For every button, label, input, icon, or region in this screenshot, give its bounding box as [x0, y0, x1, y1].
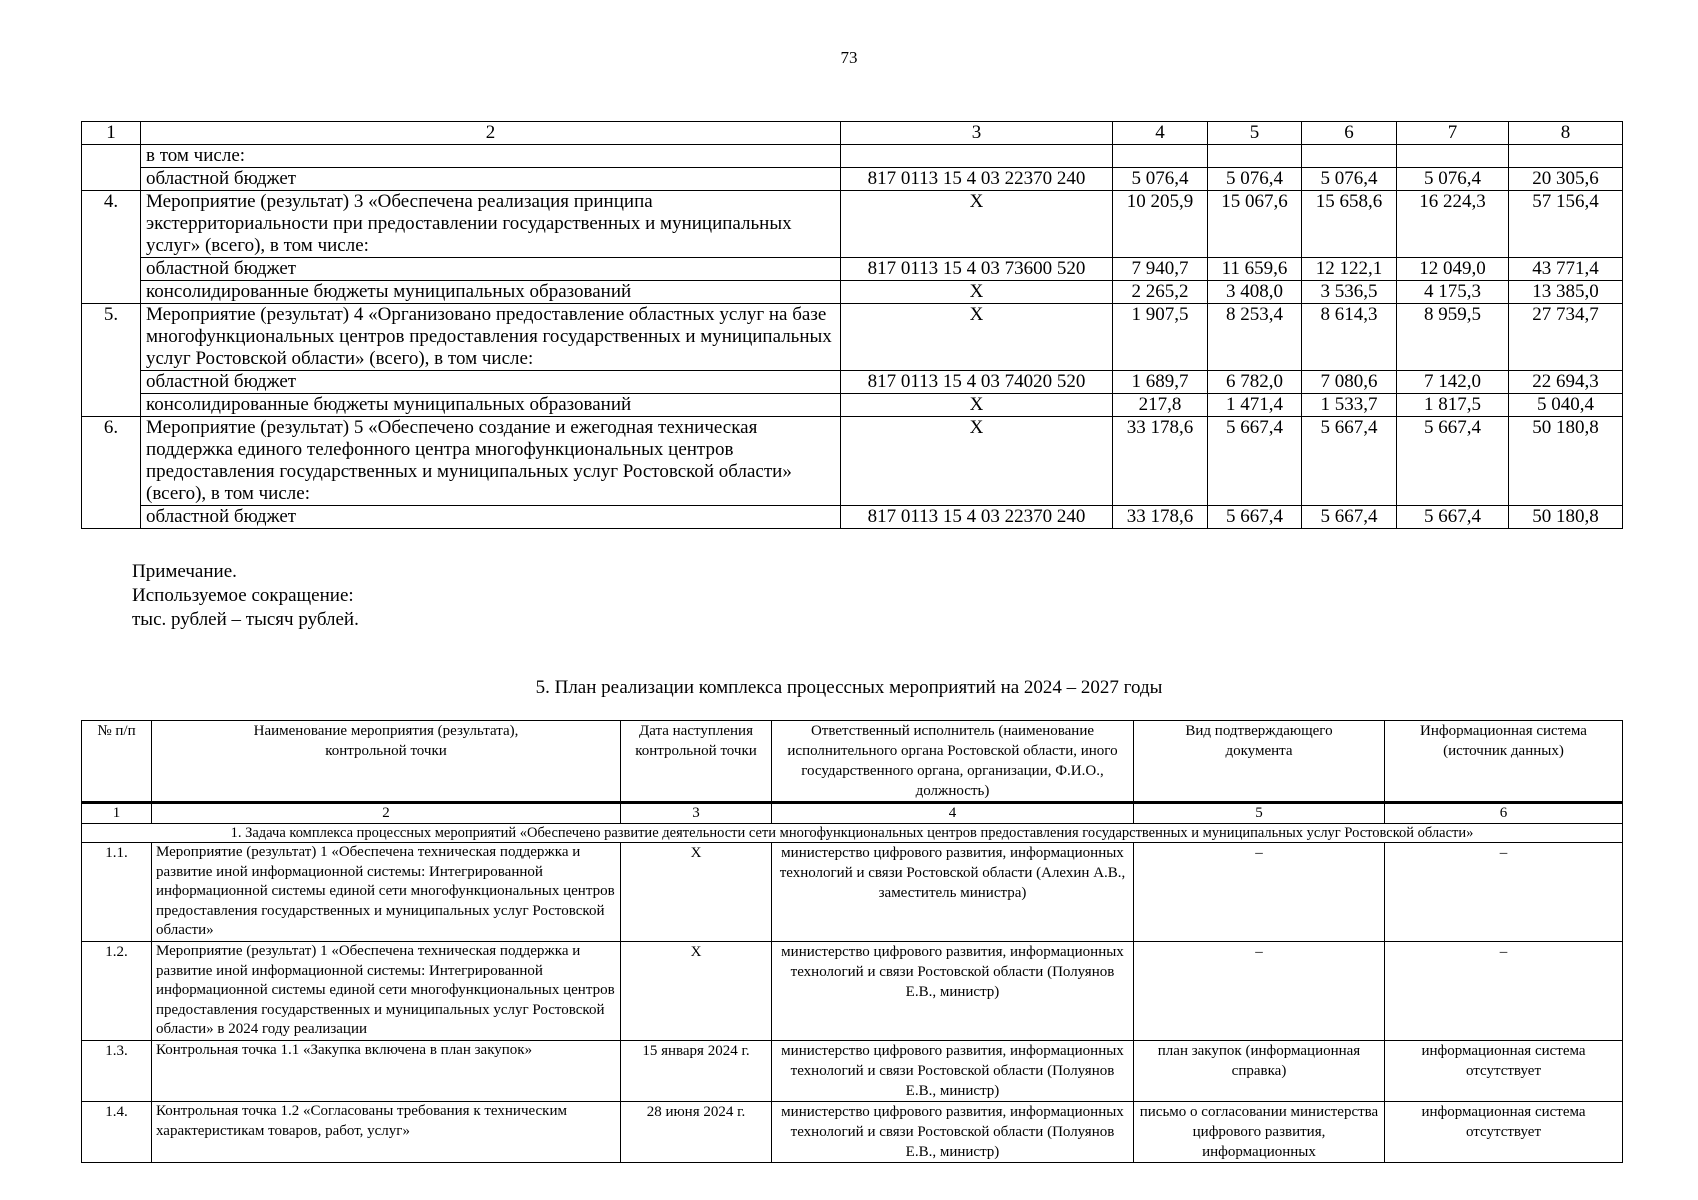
budget-column-numbers — [82, 122, 1623, 145]
table-row — [82, 371, 1623, 394]
row-number: 1.4. — [82, 1102, 152, 1163]
column-number: 8 — [1509, 122, 1623, 145]
note-title: Примечание. — [132, 561, 237, 582]
table-row — [82, 168, 1623, 191]
row-number — [82, 145, 141, 191]
row-system: – — [1385, 942, 1623, 1041]
row-name: областной бюджет — [141, 258, 841, 281]
budget-code: Х — [841, 281, 1113, 304]
table-row — [82, 843, 1623, 942]
value-col5: 11 659,6 — [1208, 258, 1302, 281]
row-number: 1.1. — [82, 843, 152, 942]
value-col8: 13 385,0 — [1509, 281, 1623, 304]
table-row — [82, 394, 1623, 417]
budget-code: 817 0113 15 4 03 73600 520 — [841, 258, 1113, 281]
row-number: 4. — [82, 191, 141, 304]
column-number: 6 — [1385, 803, 1623, 824]
row-date: 15 января 2024 г. — [621, 1041, 772, 1102]
budget-code: 817 0113 15 4 03 22370 240 — [841, 506, 1113, 529]
value-col7: 5 667,4 — [1397, 417, 1509, 506]
value-col4: 10 205,9 — [1113, 191, 1208, 258]
value-col5: 6 782,0 — [1208, 371, 1302, 394]
value-col4: 217,8 — [1113, 394, 1208, 417]
value-col7: 7 142,0 — [1397, 371, 1509, 394]
value-col5: 8 253,4 — [1208, 304, 1302, 371]
value-col8: 57 156,4 — [1509, 191, 1623, 258]
column-number: 7 — [1397, 122, 1509, 145]
value-col4: 1 689,7 — [1113, 371, 1208, 394]
row-number: 1.3. — [82, 1041, 152, 1102]
task-title: 1. Задача комплекса процессных мероприятий «Обеспечено развитие деятельности сети многофункциональных центров предоставления государственных и муниципальных услуг Ростовской области» — [82, 824, 1623, 843]
row-date: Х — [621, 942, 772, 1041]
budget-code — [841, 145, 1113, 168]
row-executor: министерство цифрового развития, информационных технологий и связи Ростовской области (Полуянов Е.В., министр) — [772, 1041, 1134, 1102]
value-col7: 12 049,0 — [1397, 258, 1509, 281]
value-col5: 5 667,4 — [1208, 417, 1302, 506]
row-name: Мероприятие (результат) 4 «Организовано предоставление областных услуг на базе многофункциональных центров предоставления государственных и муниципальных услуг Ростовской области» (всего), в том числе: — [141, 304, 841, 371]
table-row — [82, 506, 1623, 529]
column-number: 1 — [82, 803, 152, 824]
row-name: Мероприятие (результат) 5 «Обеспечено создание и ежегодная техническая поддержка единого телефонного центра многофункциональных центров предоставления государственных и муниципальных услуг Ростовской области» (всего), в том числе: — [141, 417, 841, 506]
row-name: областной бюджет — [141, 371, 841, 394]
value-col4 — [1113, 145, 1208, 168]
value-col6: 7 080,6 — [1302, 371, 1397, 394]
table-row — [82, 281, 1623, 304]
column-number: 4 — [772, 803, 1134, 824]
row-system: информационная система отсутствует — [1385, 1102, 1623, 1163]
row-name: областной бюджет — [141, 168, 841, 191]
value-col5: 1 471,4 — [1208, 394, 1302, 417]
value-col5: 3 408,0 — [1208, 281, 1302, 304]
value-col5 — [1208, 145, 1302, 168]
value-col8: 50 180,8 — [1509, 417, 1623, 506]
row-document: план закупок (информационная справка) — [1134, 1041, 1385, 1102]
value-col7 — [1397, 145, 1509, 168]
value-col6: 1 533,7 — [1302, 394, 1397, 417]
row-system: информационная система отсутствует — [1385, 1041, 1623, 1102]
row-name: Мероприятие (результат) 1 «Обеспечена техническая поддержка и развитие иной информационной системы: Интегрированной информационной системы единой сети многофункциональных центров предоставления государственных и муниципальных услуг Ростовской области» в 2024 году реализации — [152, 942, 621, 1041]
column-number: 5 — [1208, 122, 1302, 145]
row-document: – — [1134, 942, 1385, 1041]
value-col4: 7 940,7 — [1113, 258, 1208, 281]
value-col8: 20 305,6 — [1509, 168, 1623, 191]
row-name: консолидированные бюджеты муниципальных образований — [141, 394, 841, 417]
value-col8: 43 771,4 — [1509, 258, 1623, 281]
row-name: Мероприятие (результат) 3 «Обеспечена реализация принципа экстерриториальности при предоставлении государственных и муниципальных услуг» (всего), в том числе: — [141, 191, 841, 258]
notes-block — [132, 560, 359, 632]
budget-table — [81, 121, 1623, 529]
value-col7: 8 959,5 — [1397, 304, 1509, 371]
value-col7: 4 175,3 — [1397, 281, 1509, 304]
value-col6: 5 667,4 — [1302, 506, 1397, 529]
value-col7: 5 076,4 — [1397, 168, 1509, 191]
column-number: 2 — [141, 122, 841, 145]
budget-code: Х — [841, 191, 1113, 258]
column-number: 3 — [841, 122, 1113, 145]
table-row — [82, 942, 1623, 1041]
value-col6: 3 536,5 — [1302, 281, 1397, 304]
value-col8: 22 694,3 — [1509, 371, 1623, 394]
plan-table — [81, 720, 1623, 1163]
page-number: 73 — [840, 48, 858, 67]
header-no: № п/п — [82, 721, 152, 803]
value-col7: 16 224,3 — [1397, 191, 1509, 258]
value-col8: 27 734,7 — [1509, 304, 1623, 371]
column-number: 4 — [1113, 122, 1208, 145]
budget-code: Х — [841, 304, 1113, 371]
value-col6: 5 076,4 — [1302, 168, 1397, 191]
value-col4: 2 265,2 — [1113, 281, 1208, 304]
value-col4: 5 076,4 — [1113, 168, 1208, 191]
value-col4: 33 178,6 — [1113, 506, 1208, 529]
table-row — [82, 258, 1623, 281]
value-col8: 5 040,4 — [1509, 394, 1623, 417]
row-date: Х — [621, 843, 772, 942]
header-document: Вид подтверждающего документа — [1134, 721, 1385, 803]
value-col8 — [1509, 145, 1623, 168]
column-number: 1 — [82, 122, 141, 145]
section-title: 5. План реализации комплекса процессных мероприятий на 2024 – 2027 годы — [535, 677, 1163, 698]
budget-code: 817 0113 15 4 03 22370 240 — [841, 168, 1113, 191]
note-abbreviation: тыс. рублей – тысяч рублей. — [132, 609, 359, 630]
table-row — [82, 1102, 1623, 1163]
row-name: областной бюджет — [141, 506, 841, 529]
value-col8: 50 180,8 — [1509, 506, 1623, 529]
value-col6: 8 614,3 — [1302, 304, 1397, 371]
table-row — [82, 145, 1623, 168]
task-row — [82, 824, 1623, 843]
budget-code: Х — [841, 417, 1113, 506]
header-system: Информационная система (источник данных) — [1385, 721, 1623, 803]
header-name: Наименование мероприятия (результата), контрольной точки — [152, 721, 621, 803]
column-number: 3 — [621, 803, 772, 824]
row-date: 28 июня 2024 г. — [621, 1102, 772, 1163]
value-col5: 15 067,6 — [1208, 191, 1302, 258]
column-number: 2 — [152, 803, 621, 824]
row-executor: министерство цифрового развития, информационных технологий и связи Ростовской области (Полуянов Е.В., министр) — [772, 1102, 1134, 1163]
plan-column-numbers — [82, 803, 1623, 824]
column-number: 5 — [1134, 803, 1385, 824]
row-document: письмо о согласовании министерства цифрового развития, информационных — [1134, 1102, 1385, 1163]
value-col6 — [1302, 145, 1397, 168]
table-row — [82, 304, 1623, 371]
budget-code: 817 0113 15 4 03 74020 520 — [841, 371, 1113, 394]
row-name: Контрольная точка 1.1 «Закупка включена в план закупок» — [152, 1041, 621, 1102]
row-name: консолидированные бюджеты муниципальных образований — [141, 281, 841, 304]
header-executor: Ответственный исполнитель (наименование исполнительного органа Ростовской области, иного государственного органа, организации, Ф.И.О., должность) — [772, 721, 1134, 803]
row-number: 5. — [82, 304, 141, 417]
value-col4: 1 907,5 — [1113, 304, 1208, 371]
value-col6: 15 658,6 — [1302, 191, 1397, 258]
row-number: 1.2. — [82, 942, 152, 1041]
row-name: в том числе: — [141, 145, 841, 168]
row-name: Контрольная точка 1.2 «Согласованы требования к техническим характеристикам товаров, работ, услуг» — [152, 1102, 621, 1163]
row-number: 6. — [82, 417, 141, 529]
row-system: – — [1385, 843, 1623, 942]
header-date: Дата наступления контрольной точки — [621, 721, 772, 803]
row-document: – — [1134, 843, 1385, 942]
table-row — [82, 417, 1623, 506]
column-number: 6 — [1302, 122, 1397, 145]
row-executor: министерство цифрового развития, информационных технологий и связи Ростовской области (Алехин А.В., заместитель министра) — [772, 843, 1134, 942]
note-abbreviation-title: Используемое сокращение: — [132, 585, 354, 606]
value-col6: 5 667,4 — [1302, 417, 1397, 506]
value-col7: 5 667,4 — [1397, 506, 1509, 529]
value-col5: 5 667,4 — [1208, 506, 1302, 529]
table-row — [82, 191, 1623, 258]
value-col5: 5 076,4 — [1208, 168, 1302, 191]
row-executor: министерство цифрового развития, информационных технологий и связи Ростовской области (Полуянов Е.В., министр) — [772, 942, 1134, 1041]
value-col4: 33 178,6 — [1113, 417, 1208, 506]
table-row — [82, 1041, 1623, 1102]
plan-table-header — [82, 721, 1623, 803]
budget-code: Х — [841, 394, 1113, 417]
value-col6: 12 122,1 — [1302, 258, 1397, 281]
row-name: Мероприятие (результат) 1 «Обеспечена техническая поддержка и развитие иной информационной системы: Интегрированной информационной системы единой сети многофункциональных центров предоставления государственных и муниципальных услуг Ростовской области» — [152, 843, 621, 942]
value-col7: 1 817,5 — [1397, 394, 1509, 417]
